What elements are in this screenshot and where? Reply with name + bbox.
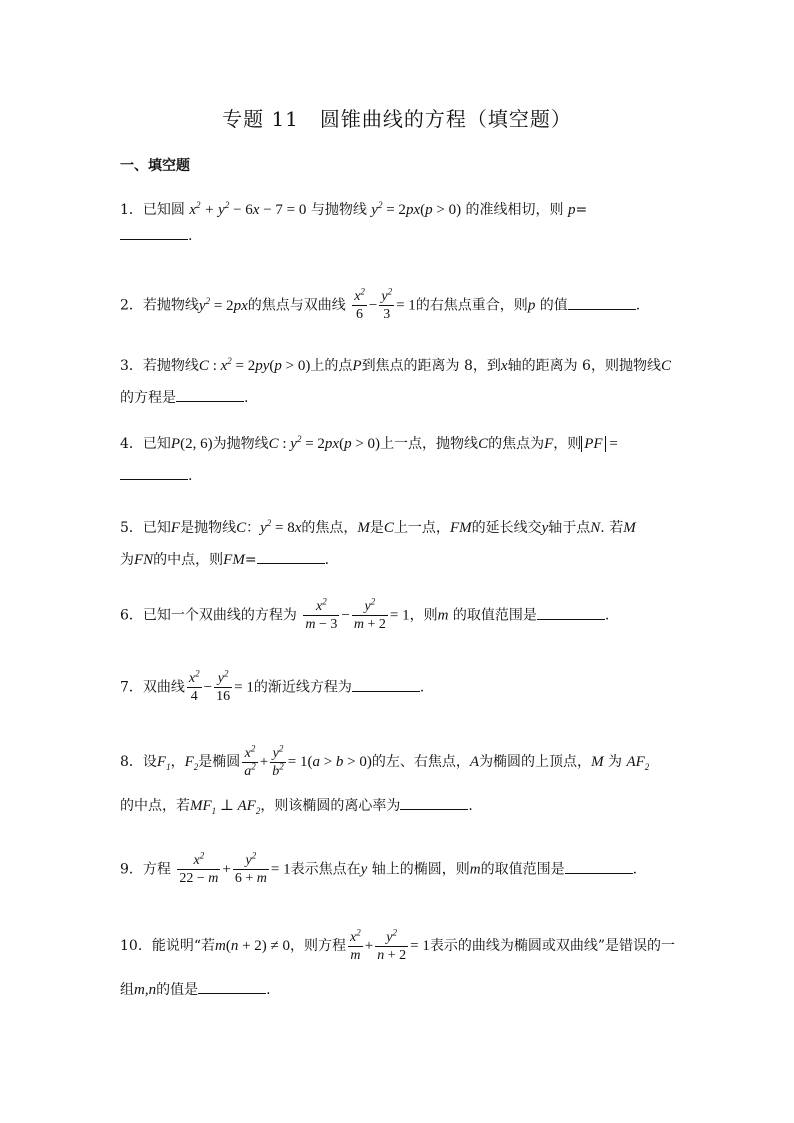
answer-blank	[120, 465, 188, 480]
math-p: p	[527, 297, 536, 314]
fraction: $\frac{x^2}{m}$	[350, 926, 361, 963]
q8-text: 8．设	[120, 754, 157, 770]
q9-text: 9．方程	[120, 861, 171, 878]
math-x: x	[500, 358, 508, 374]
q1-text: 1．已知圆	[120, 202, 185, 218]
answer-blank	[120, 225, 188, 240]
q1-text: 与抛物线	[310, 202, 367, 218]
section-heading: 一、填空题	[120, 158, 190, 174]
q5-text: 是抛物线	[180, 520, 237, 536]
q1-text: .	[188, 228, 193, 244]
q4-text: ，则	[553, 436, 582, 452]
q3-text: 上的点	[310, 358, 353, 374]
answer-blank	[198, 979, 266, 994]
math-parabola-eq: C : $y^2 = 2px(p > 0)$	[268, 434, 381, 452]
math-circle-eq: $x^2 + y^2 - 6x - 7 = 0$	[189, 200, 307, 218]
fraction: $\frac{x^2}{6}$	[354, 286, 365, 322]
math-C: C	[660, 358, 671, 374]
question-5: 5．已知F是抛物线C：$y^2 = 8x$的焦点，M是C上一点，FM的延长线交y轴于点N. 若M 为FN的中点，则FM= .	[120, 518, 636, 568]
q10-text: .	[266, 982, 271, 998]
q4-text: .	[188, 468, 193, 484]
q5-text: 为	[120, 552, 134, 568]
math-parabola-eq: C : $x^2 = 2py(p > 0)$	[198, 356, 311, 374]
q7-text: 7．双曲线	[120, 679, 185, 696]
q2-text: 的值	[539, 297, 568, 314]
q6-text: 的取值范围是	[452, 607, 537, 624]
fraction: $\frac{x^2}{22 - m}$	[179, 850, 219, 886]
q10-text: ，则方程	[290, 938, 347, 954]
fraction: $\frac{y^2}{6 + m}$	[234, 850, 267, 886]
question-3	[120, 350, 676, 414]
answer-blank	[537, 605, 605, 620]
fraction: $\frac{y^2}{16}$	[216, 668, 231, 704]
q8-text: 的左、右焦点，	[371, 754, 470, 770]
q3-text: 3．若抛物线	[120, 358, 199, 374]
q1-text: =	[575, 202, 588, 218]
q9-text: .	[632, 861, 638, 878]
q8-text: 为椭圆的上顶点，	[479, 754, 592, 770]
q2-text: 2．若抛物线	[120, 297, 199, 314]
fraction: $\frac{y^2}{b^2}$	[272, 742, 284, 779]
q5-text: 的中点，则	[153, 552, 224, 568]
q5-text: 轴于点	[548, 520, 591, 536]
q4-text: 4．已知	[120, 436, 171, 452]
question-2: 2．若抛物线$y^2 = 2px$的焦点与双曲线 $\frac{x^2}{6}$ − $\frac{y^2}{3}$ = 1的右焦点重合，则p 的值 .	[120, 286, 641, 322]
question-4	[120, 428, 676, 492]
q5-text: .	[324, 552, 330, 568]
q9-text: 表示焦点在	[290, 861, 361, 878]
q2-text: .	[635, 297, 641, 314]
answer-blank	[568, 295, 636, 310]
answer-blank	[565, 859, 633, 874]
q1-text: 的准线相切，则	[465, 202, 564, 218]
q7-text: 的渐近线方程为	[253, 679, 352, 696]
math-parabola-eq: $y^2 = 2px$	[198, 295, 248, 314]
question-9: 9．方程 $\frac{x^2}{22 - m}$ + $\frac{y^2}{6 + m}$ = 1表示焦点在y 轴上的椭圆，则m的取值范围是 .	[120, 850, 638, 886]
math-C: C	[478, 436, 489, 452]
question-1	[120, 197, 676, 249]
q6-text: 6．已知一个双曲线的方程为	[120, 607, 297, 624]
q5-text: 的焦点，	[301, 520, 358, 536]
q8-text: ，则该椭圆的离心率为	[260, 798, 401, 814]
fraction: $\frac{y^2}{3}$	[381, 286, 393, 322]
q9-text: 的取值范围是	[480, 861, 565, 878]
q4-text: 的焦点为	[488, 436, 545, 452]
fraction: $\frac{y^2}{n + 2}$	[377, 926, 407, 963]
question-10: 10．能说明“若m(n + 2) ≠ 0，则方程 $\frac{x^2}{m}$ + $\frac{y^2}{n + 2}$ = 1表示的曲线为椭圆或双曲线”是错误的一组m,n的值是 .	[120, 926, 675, 998]
q6-text: ，则	[409, 607, 438, 624]
q10-text: 10．能说明“若	[120, 938, 215, 954]
math-point: P(2, 6)	[170, 436, 213, 452]
fraction: $\frac{x^2}{m - 3}$	[305, 596, 338, 632]
fraction: $\frac{y^2}{m + 2}$	[353, 596, 386, 632]
q8-text: 是椭圆	[198, 754, 241, 770]
fraction: $\frac{x^2}{4}$	[188, 668, 200, 704]
answer-blank	[352, 677, 420, 692]
q5-text: 是	[369, 520, 384, 536]
q6-text: .	[604, 607, 610, 624]
q5-text: 5．已知	[120, 520, 171, 536]
q2-text: 的焦点与双曲线	[247, 297, 346, 314]
q8-text: 为	[608, 754, 623, 770]
fraction: $\frac{x^2}{a^2}$	[244, 742, 256, 779]
math-p: p	[567, 202, 576, 218]
q4-text: 为抛物线	[212, 436, 269, 452]
q2-text: 的右焦点重合，则	[415, 297, 528, 314]
q3-text: 的方程是	[120, 390, 176, 406]
q5-text: 的延长线交	[471, 520, 542, 536]
q8-text: 的中点，若	[120, 798, 190, 814]
q8-text: .	[468, 798, 473, 814]
answer-blank	[400, 795, 468, 810]
answer-blank	[176, 387, 244, 402]
q3-text: .	[244, 390, 249, 406]
q3-text: 到焦点的距离为 8，到	[361, 358, 501, 374]
math-F: F	[544, 436, 554, 452]
q7-text: .	[419, 679, 425, 696]
q10-text: 的值是	[156, 982, 199, 998]
question-7: 7．双曲线 $\frac{x^2}{4}$ − $\frac{y^2}{16}$ = 1的渐近线方程为 .	[120, 668, 425, 704]
math-parabola-eq: $y^2 = 2px(p > 0)$	[371, 200, 462, 218]
math-P: P	[352, 358, 362, 374]
answer-blank	[257, 549, 325, 564]
question-8: 8．设$F_1$，$F_2$是椭圆 $\frac{x^2}{a^2}$ + $\frac{y^2}{b^2}$ = 1(a > b > 0)的左、右焦点，A为椭圆的上顶点，M 为 $AF_2$ 的中点，若$MF_1$ ⊥ $AF_2$，则该椭圆的离心率为 .	[120, 742, 650, 816]
page-title: 专题 11 圆锥曲线的方程（填空题）	[222, 107, 572, 131]
question-6: 6．已知一个双曲线的方程为 $\frac{x^2}{m - 3}$ − $\frac{y^2}{m + 2}$ = 1，则m 的取值范围是 .	[120, 596, 610, 632]
q4-text: 上一点，抛物线	[380, 436, 479, 452]
math-abs-PF: PF =	[581, 436, 618, 452]
q9-text: 轴上的椭圆，则	[371, 861, 470, 878]
q3-text: 轴的距离为 6，则抛物线	[507, 358, 661, 374]
q5-text: 上一点，	[393, 520, 450, 536]
q10-text: 表示的曲线为椭圆或双曲线”是错误的一组	[120, 938, 675, 998]
q5-text: 若	[609, 520, 624, 536]
